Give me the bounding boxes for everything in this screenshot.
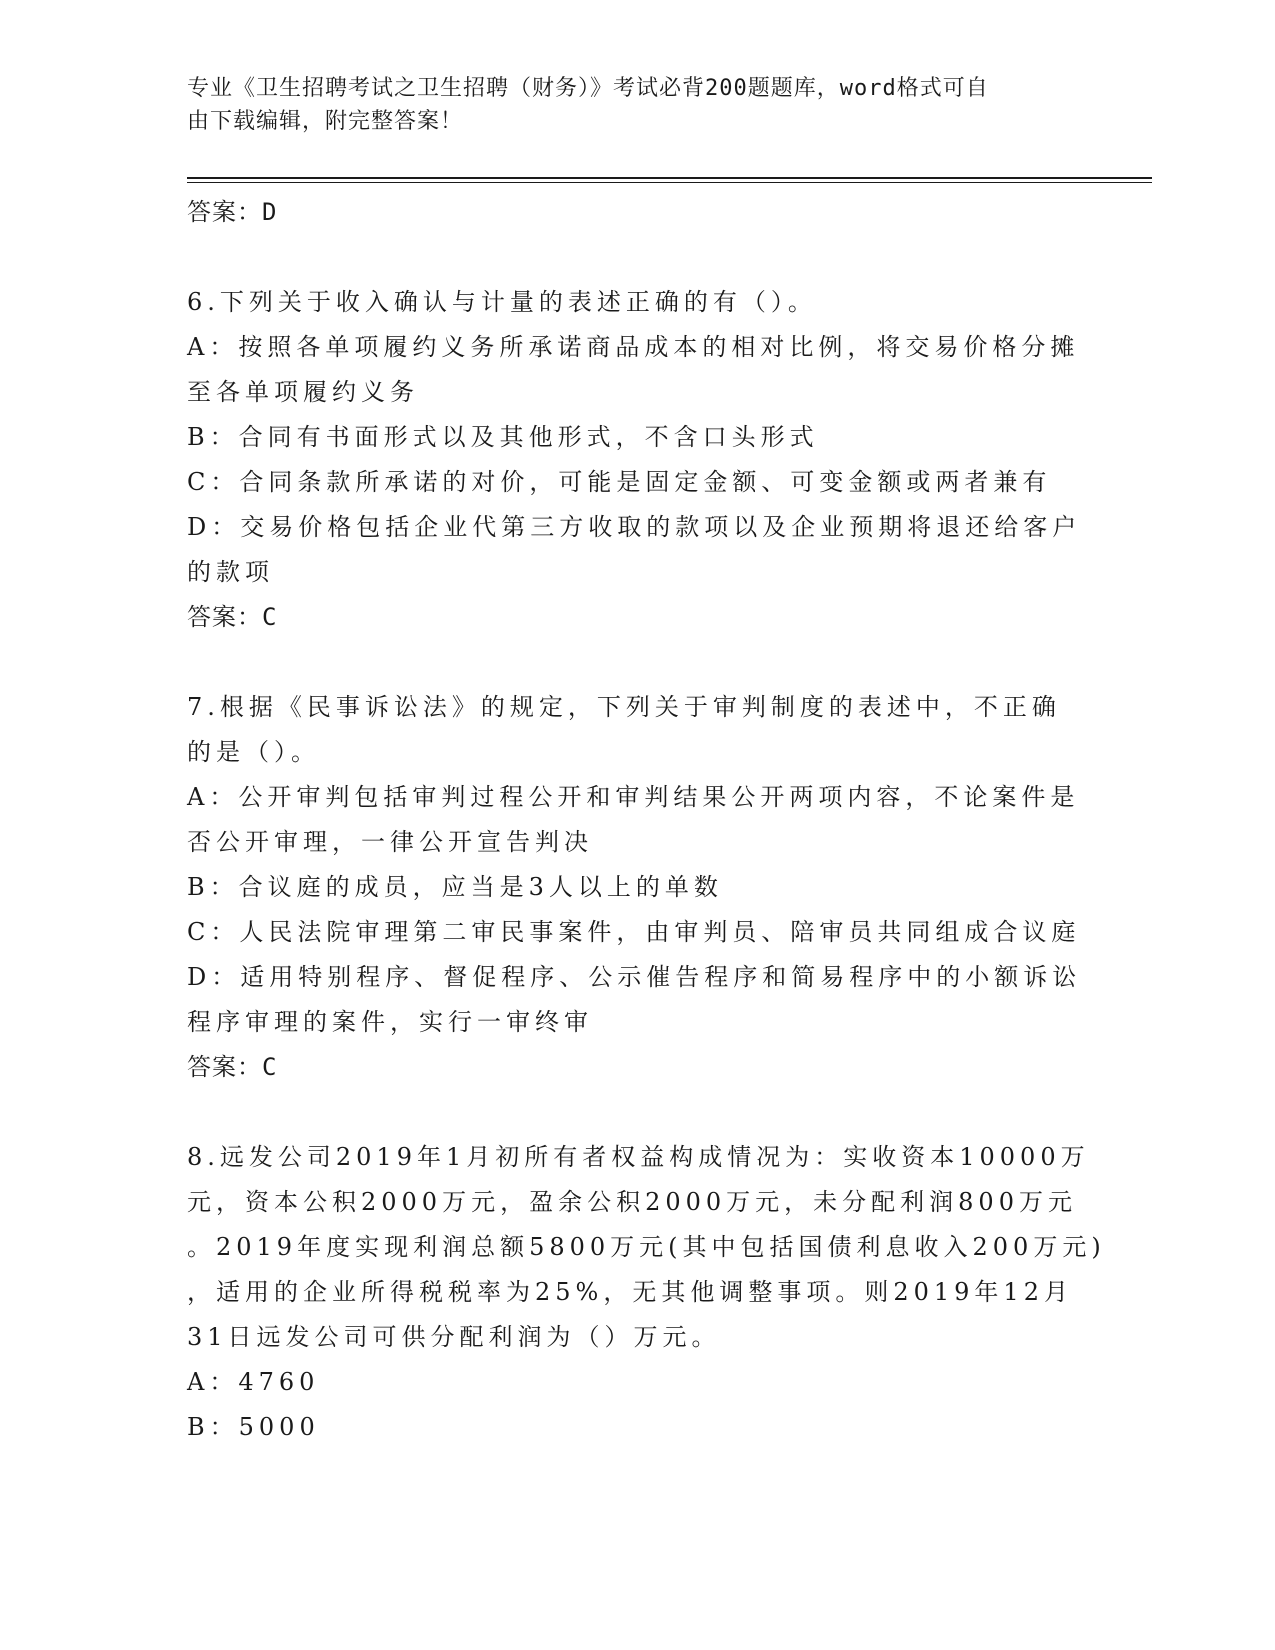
option-d-continued: 的款项 (187, 558, 274, 586)
document-body (187, 190, 1106, 1450)
header-divider-thin (187, 182, 1152, 183)
header-divider-thick (187, 177, 1152, 179)
option-b: B：5000 (187, 1413, 320, 1441)
option-b: B：合同有书面形式以及其他形式，不含口头形式 (187, 423, 819, 451)
question-stem-continued: ，适用的企业所得税税率为25%，无其他调整事项。则2019年12月 (187, 1278, 1073, 1306)
option-d-continued: 程序审理的案件，实行一审终审 (187, 1008, 593, 1036)
header-line-1: 专业《卫生招聘考试之卫生招聘（财务）》考试必背200题题库，word格式可自 (187, 76, 989, 101)
question-stem-continued: 的是（）。 (187, 738, 320, 766)
option-d: D：交易价格包括企业代第三方收取的款项以及企业预期将退还给客户 (187, 513, 1082, 541)
question-stem: 8.远发公司2019年1月初所有者权益构成情况为：实收资本10000万 (187, 1143, 1090, 1171)
option-a: A：按照各单项履约义务所承诺商品成本的相对比例，将交易价格分摊 (187, 333, 1080, 361)
spacer (187, 1090, 1087, 1135)
question-stem-continued: 元，资本公积2000万元，盈余公积2000万元，未分配利润800万元 (187, 1188, 1077, 1216)
option-a-continued: 至各单项履约义务 (187, 378, 419, 406)
question-6 (187, 280, 1087, 640)
spacer (187, 235, 1087, 280)
spacer (187, 640, 1087, 685)
question-stem-continued: 31日远发公司可供分配利润为（）万元。 (187, 1323, 721, 1351)
answer: 答案：C (187, 603, 278, 631)
option-c: C：人民法院审理第二审民事案件，由审判员、陪审员共同组成合议庭 (187, 918, 1081, 946)
answer-prev: 答案：D (187, 198, 278, 226)
option-a: A：公开审判包括审判过程公开和审判结果公开两项内容，不论案件是 (187, 783, 1080, 811)
option-c: C：合同条款所承诺的对价，可能是固定金额、可变金额或两者兼有 (187, 468, 1052, 496)
option-d: D：适用特别程序、督促程序、公示催告程序和简易程序中的小额诉讼 (187, 963, 1082, 991)
option-b: B：合议庭的成员，应当是3人以上的单数 (187, 873, 723, 901)
question-8 (187, 1135, 1106, 1450)
option-a: A：4760 (187, 1368, 320, 1396)
question-stem: 6.下列关于收入确认与计量的表述正确的有（）。 (187, 288, 817, 316)
question-stem-continued: 。2019年度实现利润总额5800万元(其中包括国债利息收入200万元) (187, 1233, 1106, 1261)
header-line-2: 由下载编辑，附完整答案！ (187, 109, 464, 134)
page-header (187, 72, 1087, 138)
question-stem: 7.根据《民事诉讼法》的规定，下列关于审判制度的表述中，不正确 (187, 693, 1061, 721)
option-a-continued: 否公开审理，一律公开宣告判决 (187, 828, 593, 856)
answer: 答案：C (187, 1053, 278, 1081)
question-7 (187, 685, 1087, 1090)
